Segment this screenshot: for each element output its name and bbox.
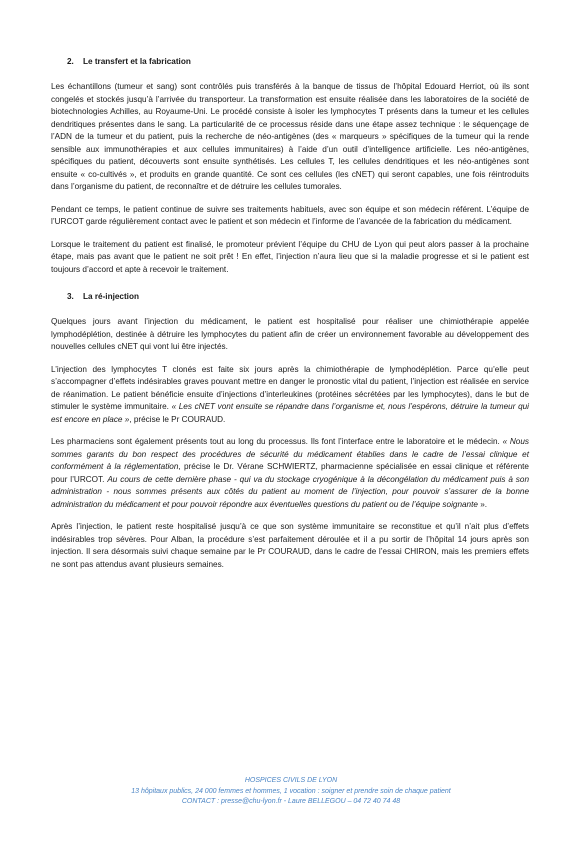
- footer-org: HOSPICES CIVILS DE LYON: [244, 777, 338, 784]
- quote-couraud: « Les cNET vont ensuite se répandre dans l’organisme et, nous l’espérons, détruire la tumeur qui est encore en place »: [51, 402, 529, 424]
- section-heading-transfer: [67, 56, 529, 67]
- paragraph-transfer-2: Pendant ce temps, le patient continue de suivre ses traitements habituels, avec son équipe et son médecin référent. L’équipe de l’URCOT garde régulièrement contact avec le patient et son médecin et l’informe de l’avancée de la fabrication du médicament.: [51, 204, 529, 226]
- section-heading-reinjection: [67, 291, 529, 302]
- section-title: La ré-injection: [83, 292, 139, 301]
- paragraph-reinjection-4: Après l’injection, le patient reste hospitalisé jusqu’à ce que son système immunitaire se reconstitue et qu’il n’ait plus d’effets indésirables trop sévères. Pour Alban, la procédure s’est parfaitement déroulée et il a pu sortir de l’hôpital 14 jours après son injection. Il sera désormais suivi chaque semaine par le Pr COURAUD, dans le cadre de l’essai CHIRON, mais les premiers effets ne sont pas attendus avant plusieurs semaines.: [51, 522, 529, 569]
- paragraph-reinjection-1: Quelques jours avant l’injection du médicament, le patient est hospitalisé pour réaliser une chimiothérapie appelée lymphodéplétion, destinée à détruire les lymphocytes du patient afin de créer un environnement favorable au développement des nouvelles cellules cNET qui vont lui être injectés.: [51, 317, 529, 351]
- quote-schwiertz-1: « Nous sommes garants du bon respect des procédures de sécurité du médicament établies dans le cadre de l’essai clinique et conformément à la réglementation: [51, 437, 529, 471]
- section-number: 2.: [67, 57, 74, 66]
- paragraph-text: Les pharmaciens sont également présents tout au long du processus. Ils font l’interface entre le laboratoire et le médecin.: [51, 437, 503, 446]
- paragraph-reinjection-3: [51, 436, 529, 511]
- paragraph-transfer-1: Les échantillons (tumeur et sang) sont contrôlés puis transférés à la banque de tissus de l’hôpital Edouard Herriot, où ils sont congelés et stockés jusqu’à l’arrivée du transporteur. La transformation est ensuite réalisée dans les laboratoires de la société de biotechnologies Achilles, au Royaume-Uni. Le procédé consiste à isoler les lymphocytes T présents dans la tumeur et les cellules dendritiques présentes dans le sang. La particularité de ce processus réside dans une étape assez technique : le séquençage de l’ADN de la tumeur et du patient, puis la recherche de néo-antigènes (des « marqueurs » spécifiques de la tumeur qui la rende sensible aux immunothérapies et aux cellules immunitaires) à l’aide d’un outil d’intelligence artificielle. Les néo-antigènes, spécifiques du patient, découverts sont ensuite synthétisés. Les cellules T, les cellules dendritiques et les néo-antigènes sont ensuite « co-cultivés », et produits en grande quantité. Ce sont ces cellules (les cNET) qui seront capables, une fois réintroduits dans l’organisme du patient, de reconnaître et de détruire les cellules tumorales.: [51, 82, 529, 191]
- attribution: , précise le Dr. Vérane SCHWIERTZ, pharmacienne spécialisée en essai clinique et référente pour l’URCOT.: [51, 462, 529, 484]
- section-title: Le transfert et la fabrication: [83, 57, 191, 66]
- quote-end: ».: [477, 499, 488, 509]
- paragraph-text: L’injection des lymphocytes T clonés est faite six jours après la chimiothérapie de lymphodéplétion. Parce qu’elle peut s’accompagner d’effets indésirables graves pouvant mettre en danger le pronostic vital du patient, l’injection est réalisée en service de réanimation. Le patient bénéficie ensuite d’injections d’interleukines (protéines sécrétées par les lymphocytes), dans le but de stimuler le système immunitaire.: [51, 364, 529, 411]
- footer-contact: CONTACT : presse@chu-lyon.fr - Laure BELLEGOU – 04 72 40 74 48: [181, 798, 401, 805]
- paragraph-transfer-3: Lorsque le traitement du patient est finalisé, le promoteur prévient l’équipe du CHU de Lyon qui peut alors passer à la prochaine étape, mais pas avant que le patient ne soit prêt ! En effet, l’injection n’aura lieu que si la maladie progresse et si le patient est toujours d’accord et apte à recevoir le traitement.: [51, 239, 529, 274]
- document-body: [51, 56, 529, 581]
- footer-tagline: 13 hôpitaux publics, 24 000 femmes et hommes, 1 vocation : soigner et prendre soin de chaque patient: [131, 787, 451, 795]
- page-footer: [0, 776, 582, 808]
- quote-schwiertz-2: Au cours de cette dernière phase - qui va du stockage cryogénique à la décongélation du médicament puis à son administration - nous sommes présents aux côtés du patient au moment de l’injection, pour pouvoir s’assurer de la bonne administration du médicament et pour pouvoir répondre aux éventuelles questions du patient ou de l’équipe soignante: [51, 474, 529, 509]
- paragraph-reinjection-2: [51, 364, 529, 427]
- attribution: , précise le Pr COURAUD.: [129, 414, 226, 424]
- section-number: 3.: [67, 292, 74, 301]
